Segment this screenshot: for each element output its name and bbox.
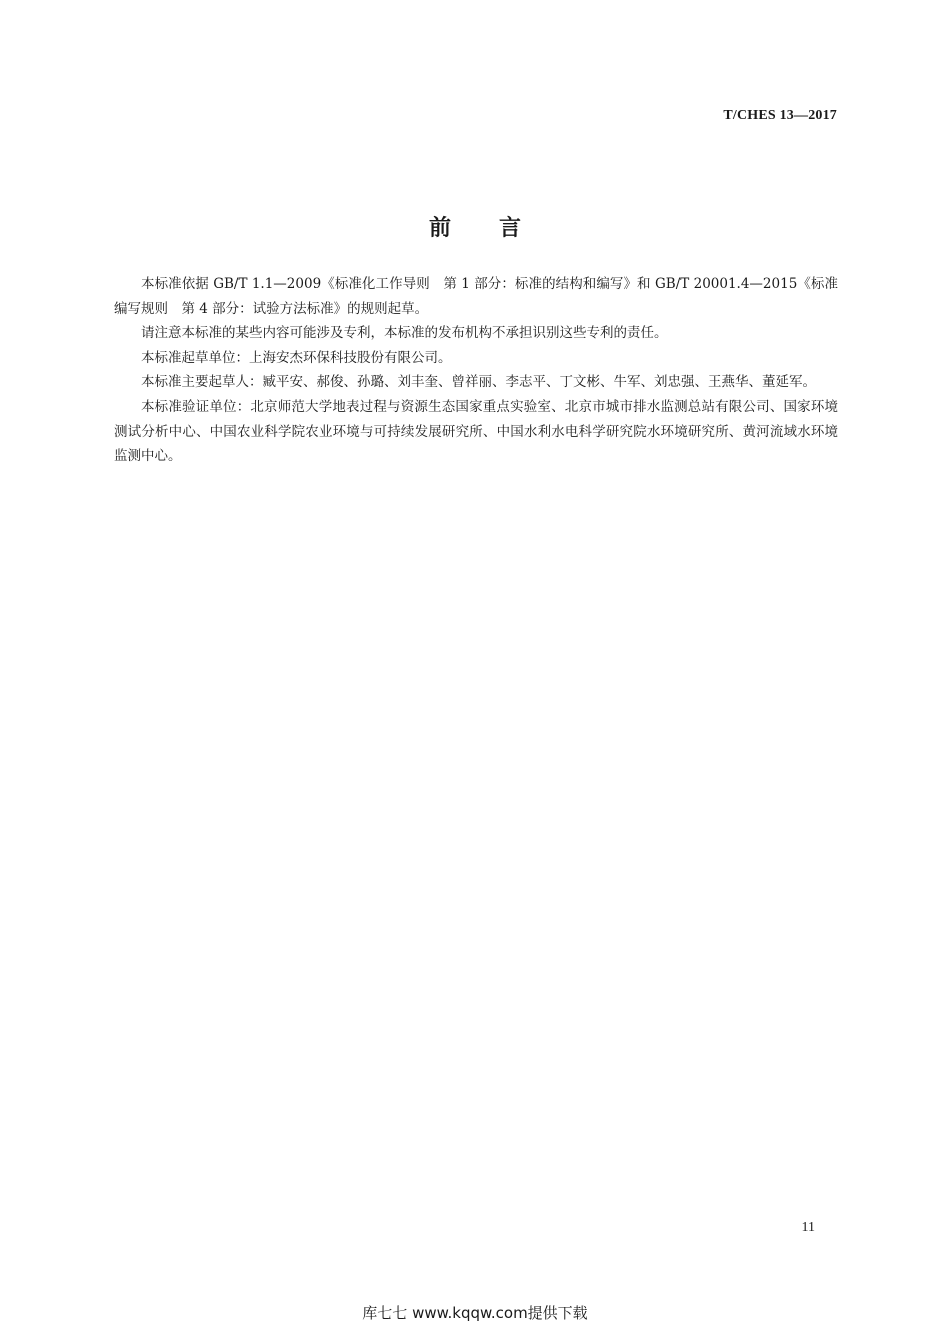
paragraph-patent-notice: 请注意本标准的某些内容可能涉及专利，本标准的发布机构不承担识别这些专利的责任。 xyxy=(141,325,668,342)
page-title: 前言 xyxy=(428,215,569,241)
page-number: 11 xyxy=(801,1220,815,1235)
paragraph-drafting-rules: 本标准依据 GB/T 1.1—2009《标准化工作导则 第 1 部分：标准的结构和编写》和 GB/T 20001.4—2015《标准编写规则 第 4 部分：试验方法标准》的规则起草。 xyxy=(114,276,838,317)
download-source-note: 库七七 www.kqqw.com提供下载 xyxy=(362,1304,588,1322)
document-body xyxy=(114,272,838,469)
paragraph-verification-units: 本标准验证单位：北京师范大学地表过程与资源生态国家重点实验室、北京市城市排水监测总站有限公司、国家环境测试分析中心、中国农业科学院农业环境与可持续发展研究所、中国水利水电科学研究院水环境研究所、黄河流域水环境监测中心。 xyxy=(114,398,838,465)
paragraph-main-drafters: 本标准主要起草人：臧平安、郝俊、孙璐、刘丰奎、曾祥丽、李志平、丁文彬、牛军、刘忠强、王燕华、董延军。 xyxy=(141,374,816,391)
paragraph-drafting-unit: 本标准起草单位：上海安杰环保科技股份有限公司。 xyxy=(141,349,452,366)
standard-code: T/CHES 13—2017 xyxy=(723,108,837,123)
